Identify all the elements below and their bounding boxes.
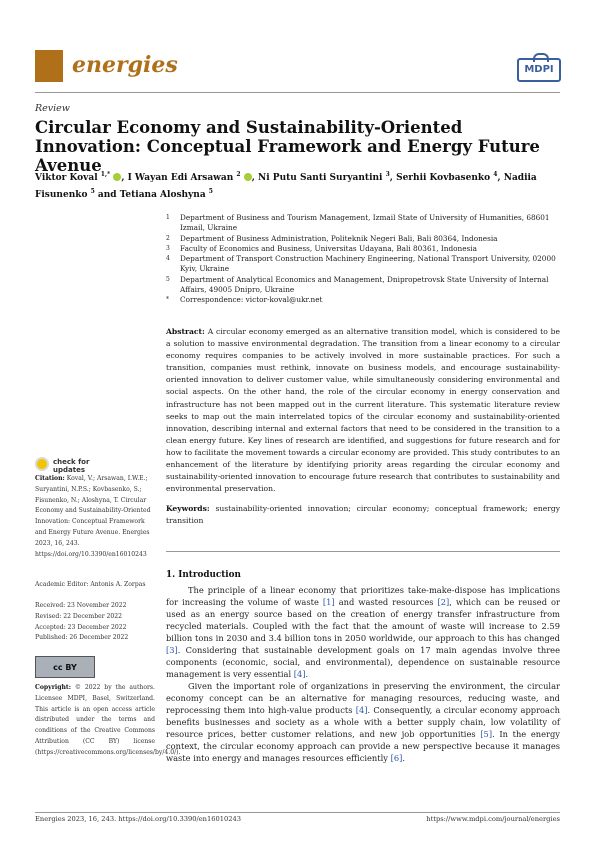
orcid-icon[interactable]	[244, 173, 252, 181]
affiliation-item	[166, 213, 561, 234]
author-name: Serhii Kovbasenko $^4$	[396, 171, 498, 183]
intro-paragraph-1: The principle of a linear economy that prioritizes take-make-dispose has implications for increasing the volume of waste [1] and wasted resources [2], which can be reused or used as an energy source based on the creation of energy transfer infrastructure from recycled materials. Coupled with the fact that the amount of waste will increase to 2.59 billion tons in 2030 and 3.4 billion tons in 2050 worldwide, our approach to this has changed [3]. Considering that sustainable development goals on 17 main agendas involve three components (economic, social, and environmental), dependence on sustainable resource management is very essential [4].	[166, 585, 560, 679]
accepted-date: Accepted: 23 December 2022	[35, 623, 127, 631]
citation-block	[35, 474, 155, 560]
abstract-block	[166, 326, 560, 528]
affiliation-number: 4	[166, 255, 170, 263]
author-affiliation-marker: 3	[385, 171, 390, 178]
journal-name: energies	[72, 52, 178, 78]
keywords-divider	[166, 551, 560, 552]
introduction-body	[166, 584, 560, 764]
published-date: Published: 26 December 2022	[35, 634, 129, 642]
author-affiliation-marker: 2	[236, 171, 241, 178]
author-name: Nadiia Fisunenko $^5$	[35, 173, 537, 200]
dates-block	[35, 601, 155, 644]
footer-divider	[35, 812, 560, 813]
check-for-updates-button[interactable]	[53, 458, 89, 474]
citation-link[interactable]: [5]	[480, 729, 493, 739]
affiliation-item	[166, 244, 561, 254]
article-type: Review	[35, 103, 70, 114]
affiliation-number: 3	[166, 244, 170, 252]
affiliation-text: Correspondence: victor-koval@ukr.net	[180, 295, 323, 305]
keywords-text: sustainability-oriented innovation; circular economy; conceptual framework; energy transition	[166, 504, 560, 526]
affiliation-text: Department of Business Administration, Politeknik Negeri Bali, Bali 80364, Indonesia	[180, 233, 498, 243]
author-list: Viktor Koval $^{1,*}$ , I Wayan Edi Arsawan $^2$ , Ni Putu Santi Suryantini $^3$, Serhii Kovbasenko $^4$, Nadiia Fisunenko $^5$ and Tetiana Aloshyna $^5$	[35, 171, 537, 200]
check-line-1: check for	[53, 458, 90, 466]
header-divider	[35, 92, 560, 93]
author-affiliation-marker: 4	[493, 171, 498, 178]
affiliation-number: *	[166, 296, 169, 304]
abstract-label: Abstract:	[166, 327, 205, 336]
affiliation-item	[166, 234, 561, 244]
cc-by-license-icon[interactable]	[35, 656, 95, 678]
orcid-icon[interactable]	[113, 173, 121, 181]
citation-text: Koval, V.; Arsawan, I.W.E.; Suryantini, N.P.S.; Kovbasenko, S.; Fisunenko, N.; Aloshyna, T. Circular Economy and Sustainability-Oriented Innovation: Conceptual Framework and Energy Future Avenue. Energies 2023, 16, 243. https://doi.org/10.3390/en16010243	[35, 475, 151, 558]
affiliation-text: Department of Analytical Economics and Management, Dnipropetrovsk State University of Internal Affairs, 49005 Dnipro, Ukraine	[180, 274, 549, 295]
affiliation-number: 1	[166, 214, 170, 221]
copyright-text: © 2022 by the authors. Licensee MDPI, Basel, Switzerland. This article is an open access article distributed under the terms and conditions of the Creative Commons Attribution (CC BY) license (https://creativecommons.org/licenses/by/4.0/).	[35, 684, 181, 756]
copyright-block	[35, 683, 181, 759]
section-heading: 1. Introduction	[166, 570, 241, 580]
received-date: Received: 23 November 2022	[35, 602, 127, 609]
keywords-label: Keywords:	[166, 504, 210, 514]
intro-paragraph-2: Given the important role of organizations in preserving the environment, the circular economy concept can be an alternative for managing resources, reducing waste, and reprocessing them into high-value products [4]. Consequently, a circular economy approach benefits businesses and society as a whole with a better supply chain, low volatility of resource prices, better customer relations, and new job opportunities [5]. In the energy context, the circular economy approach can provide a new perspective because it manages waste into energy and manages resources efficiently [6].	[166, 681, 560, 763]
citation-link[interactable]: [4]	[355, 705, 368, 715]
affiliation-number: 2	[166, 234, 170, 242]
affiliation-text: Department of Business and Tourism Management, Izmail State of University of Humanities, 68601 Izmail, Ukraine	[180, 213, 550, 233]
citation-link[interactable]: [2]	[437, 597, 450, 607]
author-affiliation-marker: 5	[208, 188, 213, 195]
affiliation-item	[166, 295, 561, 305]
citation-label: Citation:	[35, 475, 65, 482]
citation-link[interactable]: [6]	[390, 753, 403, 763]
footer-citation: Energies 2023, 16, 243. https://doi.org/10.3390/en16010243	[35, 815, 242, 823]
affiliation-item	[166, 254, 561, 275]
affiliations	[166, 213, 561, 306]
article-title: Circular Economy and Sustainability-Oriented Innovation: Conceptual Framework and Energy Future Avenue	[35, 118, 540, 175]
affiliation-text: Department of Transport Construction Machinery Engineering, National Transport University, 02000 Kyiv, Ukraine	[180, 254, 556, 274]
check-line-2: updates	[53, 466, 85, 474]
publisher-logo: MDPI	[517, 58, 561, 82]
author-name: Ni Putu Santi Suryantini $^3$	[258, 171, 390, 183]
affiliation-text: Faculty of Economics and Business, Universitas Udayana, Bali 80361, Indonesia	[180, 243, 477, 253]
cc-badge-text: cc BY	[53, 662, 77, 672]
author-name: Tetiana Aloshyna $^5$	[119, 188, 213, 200]
author-name: I Wayan Edi Arsawan $^2$	[127, 171, 241, 183]
journal-logo-icon	[35, 50, 63, 82]
author-affiliation-marker: 1,*	[100, 171, 111, 178]
citation-link[interactable]: [3]	[166, 645, 178, 655]
copyright-label: Copyright:	[35, 684, 71, 691]
author-affiliation-marker: 5	[90, 188, 95, 195]
author-name: Viktor Koval $^{1,*}$	[35, 171, 111, 183]
affiliation-item	[166, 275, 561, 296]
check-for-updates-icon[interactable]	[35, 457, 49, 471]
citation-link[interactable]: [1]	[322, 597, 335, 607]
affiliation-number: 5	[166, 275, 170, 283]
citation-link[interactable]: [4]	[293, 669, 306, 679]
footer-journal-link[interactable]: https://www.mdpi.com/journal/energies	[426, 815, 560, 823]
abstract-text: A circular economy emerged as an alternative transition model, which is considered to be a solution to massive environmental degradation. The transition from a linear economy to a circular economy requires companies to be actively involved in more sustainable practices. For such a transition, companies must rethink, innovate on business models, and encourage sustainability-oriented innovation to deliver customer value, while simultaneously considering environmental and social aspects. On the other hand, the role of the circular economy in energy conservation and infrastructure has not been mapped out in the current literature. This systematic literature review seeks to map out the main interrelated topics of the circular economy and sustainability-oriented innovation, describing internal and external factors that need to be considered in the transition to a clean energy future. Key lines of research are identified, and suggestions for future research and for how to facilitate the movement towards a circular economy are provided. This study contributes to an enhancement of the literature by identifying priority areas regarding the circular economy and sustainability-oriented innovation to encourage future research that contributes to sustainability and environmental preservation.	[166, 327, 560, 494]
academic-editor: Academic Editor: Antonis A. Zorpas	[35, 581, 146, 588]
revised-date: Revised: 22 December 2022	[35, 612, 123, 620]
